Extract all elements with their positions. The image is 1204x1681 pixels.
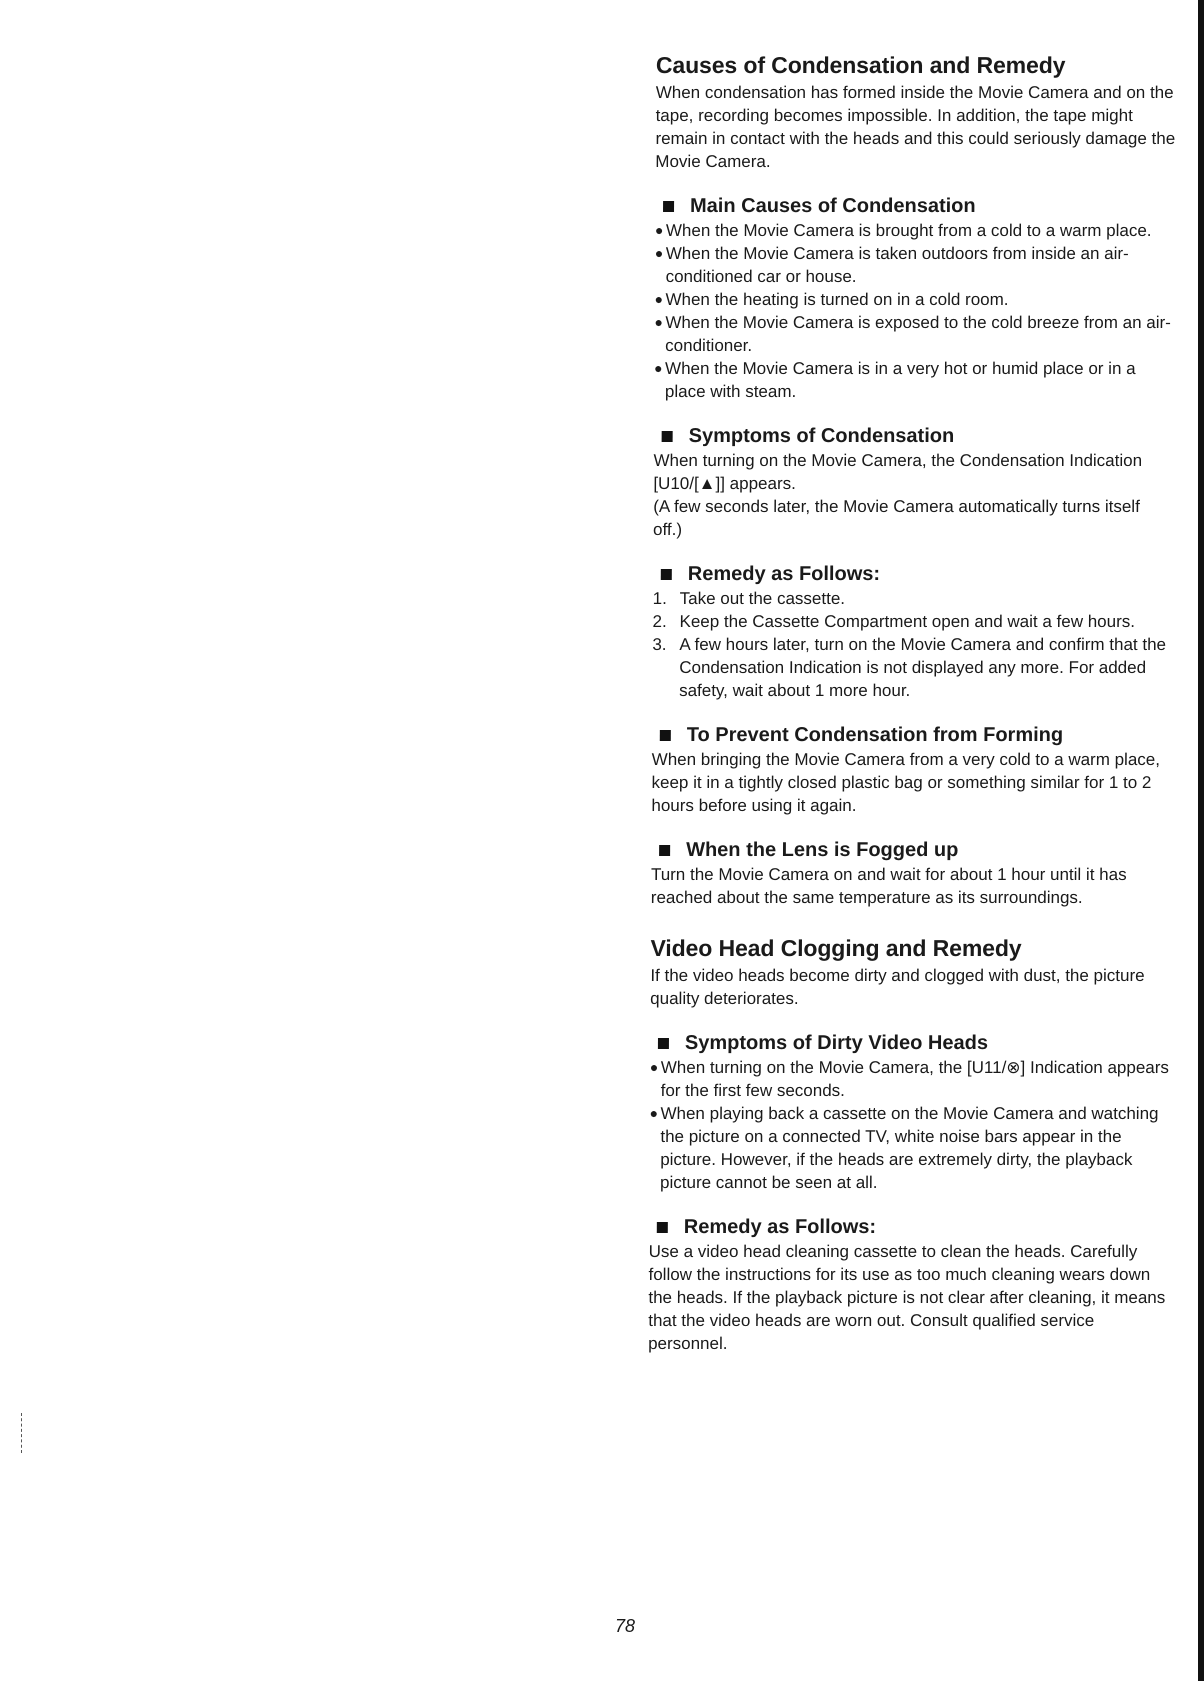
list-item-text: When the Movie Camera is taken outdoors from inside an air-conditioned car or house. — [665, 244, 1129, 286]
subsection-main-causes — [654, 195, 1175, 403]
list-item — [654, 311, 1174, 357]
subsection-head-remedy — [648, 1216, 1169, 1355]
binding-marks — [21, 1413, 23, 1453]
bullet-dot-icon: ● — [649, 1059, 659, 1075]
bullet-list — [654, 219, 1175, 403]
subsection-title-text: Remedy as Follows: — [687, 563, 881, 585]
section-title: Causes of Condensation and Remedy — [655, 52, 1066, 78]
bullet-list — [649, 1056, 1170, 1194]
square-bullet-icon — [661, 569, 672, 580]
list-item — [653, 587, 1173, 610]
paragraph: Use a video head cleaning cassette to clean the heads. Carefully follow the instructions for its use as too much cleaning wears down the heads. If the playback picture is not clear after cleaning, it means that the video heads are worn out. Consult qualified service personnel. — [648, 1242, 1166, 1353]
subsection-title-text: Symptoms of Condensation — [688, 425, 955, 447]
paragraph: When turning on the Movie Camera, the Condensation Indication [U10/[▲]] appears. — [653, 451, 1143, 493]
subsection-title — [653, 563, 1173, 586]
list-item-text: When the Movie Camera is exposed to the cold breeze from an air-conditioner. — [665, 313, 1171, 355]
bullet-dot-icon: ● — [654, 245, 664, 261]
list-item-text: When the Movie Camera is in a very hot or humid place or in a place with steam. — [664, 359, 1136, 401]
bullet-dot-icon: ● — [649, 1105, 659, 1121]
subsection-title — [649, 1216, 1169, 1239]
square-bullet-icon — [663, 201, 674, 212]
bullet-dot-icon: ● — [654, 222, 664, 238]
page-edge-bar — [1198, 0, 1204, 1681]
list-item — [655, 219, 1175, 242]
subsection-title-text: Main Causes of Condensation — [689, 195, 976, 217]
list-item — [654, 357, 1174, 403]
list-item-text: When the heating is turned on in a cold room. — [665, 290, 1009, 309]
paragraph: (A few seconds later, the Movie Camera automatically turns itself off.) — [653, 497, 1140, 539]
bullet-dot-icon: ● — [654, 291, 664, 307]
bullet-dot-icon: ● — [654, 360, 663, 376]
list-item — [654, 288, 1174, 311]
list-item — [649, 1102, 1170, 1194]
section-title: Video Head Clogging and Remedy — [650, 935, 1022, 961]
list-item — [652, 633, 1172, 702]
subsection-title-text: Symptoms of Dirty Video Heads — [684, 1032, 989, 1054]
section-condensation — [651, 52, 1176, 909]
subsection-dirty-heads — [649, 1032, 1170, 1194]
document-content — [648, 52, 1176, 1355]
list-item — [655, 242, 1175, 288]
section-video-head-clogging — [648, 935, 1171, 1355]
subsection-title — [650, 1032, 1170, 1055]
list-item — [650, 1056, 1170, 1102]
subsection-title — [652, 724, 1172, 747]
step-number: 3. — [652, 635, 667, 654]
section-intro: When condensation has formed inside the Movie Camera and on the tape, recording becomes impossible. In addition, the tape might remain in contact with the heads and this could seriously damage the Movie Camera. — [655, 83, 1176, 171]
list-item — [652, 610, 1172, 633]
list-item-text: When playing back a cassette on the Movie Camera and watching the picture on a connected TV, white noise bars appear in the picture. However, if the heads are extremely dirty, the playback picture cannot be seen at all. — [660, 1104, 1159, 1192]
list-item-text: When the Movie Camera is brought from a cold to a warm place. — [665, 221, 1152, 240]
square-bullet-icon — [660, 730, 671, 741]
subsection-symptoms — [653, 425, 1174, 541]
list-item-text: When turning on the Movie Camera, the [U11/⊗] Indication appears for the first few seconds. — [660, 1058, 1170, 1100]
subsection-lens-fogged — [651, 839, 1171, 909]
step-number: 2. — [652, 612, 667, 631]
subsection-title-text: To Prevent Condensation from Forming — [686, 724, 1064, 746]
subsection-title — [655, 195, 1175, 218]
subsection-title — [651, 839, 1171, 862]
square-bullet-icon — [659, 845, 670, 856]
section-intro: If the video heads become dirty and clogged with dust, the picture quality deteriorates. — [650, 966, 1145, 1008]
paragraph: Turn the Movie Camera on and wait for about 1 hour until it has reached about the same temperature as its surroundings. — [650, 865, 1127, 907]
subsection-title-text: When the Lens is Fogged up — [686, 839, 959, 861]
square-bullet-icon — [662, 431, 673, 442]
subsection-title-text: Remedy as Follows: — [683, 1216, 877, 1238]
list-item-text: A few hours later, turn on the Movie Camera and confirm that the Condensation Indication is not displayed any more. For added safety, wait about 1 more hour. — [679, 635, 1167, 700]
list-item-text: Keep the Cassette Compartment open and wait a few hours. — [679, 612, 1136, 631]
list-item-text: Take out the cassette. — [679, 589, 846, 608]
square-bullet-icon — [658, 1038, 669, 1049]
square-bullet-icon — [657, 1222, 668, 1233]
subsection-remedy — [652, 563, 1173, 702]
bullet-dot-icon: ● — [654, 314, 663, 330]
step-number: 1. — [652, 589, 667, 608]
subsection-prevent — [651, 724, 1172, 817]
page-number: 78 — [615, 1616, 636, 1636]
paragraph: When bringing the Movie Camera from a very cold to a warm place, keep it in a tightly closed plastic bag or something similar for 1 to 2 hours before using it again. — [651, 750, 1161, 815]
subsection-title — [654, 425, 1174, 448]
numbered-list — [652, 587, 1173, 702]
